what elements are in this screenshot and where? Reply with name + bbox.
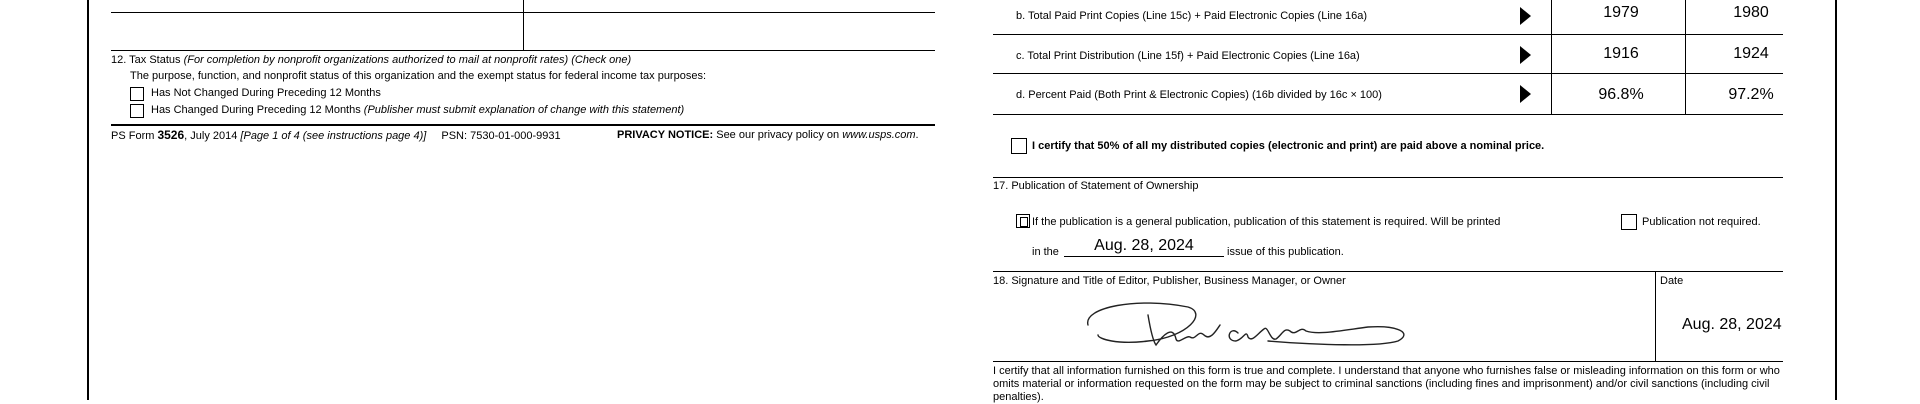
tax-status-heading: 12. Tax Status (For completion by nonprofit organizations authorized to mail at nonprofit rates) (Check one) <box>111 54 632 66</box>
publication-not-required-label: Publication not required. <box>1642 216 1761 228</box>
signature-date-value: Aug. 28, 2024 <box>1682 316 1782 333</box>
in-the-label: in the <box>1032 246 1059 258</box>
row-b-single: 1980 <box>1733 4 1769 21</box>
row-c-avg: 1916 <box>1603 45 1639 62</box>
certify-rule <box>993 361 1783 362</box>
arrow-d-icon <box>1520 85 1531 103</box>
row-line-b <box>993 34 1783 35</box>
row-b-avg: 1979 <box>1603 4 1639 21</box>
row-c-single: 1924 <box>1733 45 1769 62</box>
checkbox-changed[interactable] <box>130 104 144 118</box>
certification-text: I certify that all information furnished on this form is true and complete. I understand that anyone who furnishes false or misleading information on this form or who omits material or information requested on the form may be subject to criminal sanctions (including fines and imprisonment) and/or civil sanctions (including civil penalties). <box>993 365 1780 403</box>
value-col-divider-2 <box>1685 0 1686 115</box>
section-18-rule <box>993 271 1783 272</box>
option-not-changed-label: Has Not Changed During Preceding 12 Months <box>151 87 381 99</box>
row-b-label: b. Total Paid Print Copies (Line 15c) + Paid Electronic Copies (Line 16a) <box>1016 10 1368 22</box>
ps-form-footer: PS Form 3526, July 2014 [Page 1 of 4 (see instructions page 4)] PSN: 7530-01-000-9931 <box>111 128 561 142</box>
arrow-c-icon <box>1520 46 1531 64</box>
arrow-b-icon <box>1520 7 1531 25</box>
privacy-notice: PRIVACY NOTICE: See our privacy policy on www.usps.com. <box>617 129 919 141</box>
left-footer-rule <box>111 124 935 126</box>
option-changed-label: Has Changed During Preceding 12 Months (Publisher must submit explanation of change with this statement) <box>151 104 685 116</box>
privacy-link[interactable]: www.usps.com <box>842 129 916 141</box>
certify-50-checkbox[interactable] <box>1011 138 1027 154</box>
tax-status-purpose: The purpose, function, and nonprofit status of this organization and the exempt status for federal income tax purposes: <box>130 70 707 82</box>
handwritten-signature <box>1078 295 1418 355</box>
page-border-right <box>1835 0 1837 400</box>
row-d-label: d. Percent Paid (Both Print & Electronic Copies) (16b divided by 16c × 100) <box>1016 89 1382 101</box>
row-d-single: 97.2% <box>1728 86 1774 103</box>
certify-50-label: I certify that 50% of all my distributed copies (electronic and print) are paid above a nominal price. <box>1032 140 1545 152</box>
publication-heading: 17. Publication of Statement of Ownership <box>993 180 1199 192</box>
left-table-divider <box>523 0 524 50</box>
row-c-label: c. Total Print Distribution (Line 15f) + Paid Electronic Copies (Line 16a) <box>1016 50 1360 62</box>
issue-suffix-label: issue of this publication. <box>1227 246 1344 258</box>
value-col-divider-1 <box>1551 0 1552 115</box>
date-col-divider <box>1655 271 1656 361</box>
row-d-avg: 96.8% <box>1598 86 1644 103</box>
left-table-bottom <box>111 50 935 51</box>
issue-date-field[interactable]: Aug. 28, 2024 <box>1064 236 1224 257</box>
checkbox-not-changed[interactable] <box>130 87 144 101</box>
row-line-c <box>993 73 1783 74</box>
row-line-d <box>993 114 1783 115</box>
general-publication-label: If the publication is a general publication, publication of this statement is required. Will be printed <box>1032 216 1501 228</box>
signature-heading: 18. Signature and Title of Editor, Publisher, Business Manager, or Owner <box>993 275 1346 287</box>
page-border-left <box>87 0 89 400</box>
general-publication-checkbox[interactable] <box>1016 214 1030 228</box>
date-label: Date <box>1660 275 1684 287</box>
section-17-rule <box>993 177 1783 178</box>
publication-not-required-checkbox[interactable] <box>1621 214 1637 230</box>
